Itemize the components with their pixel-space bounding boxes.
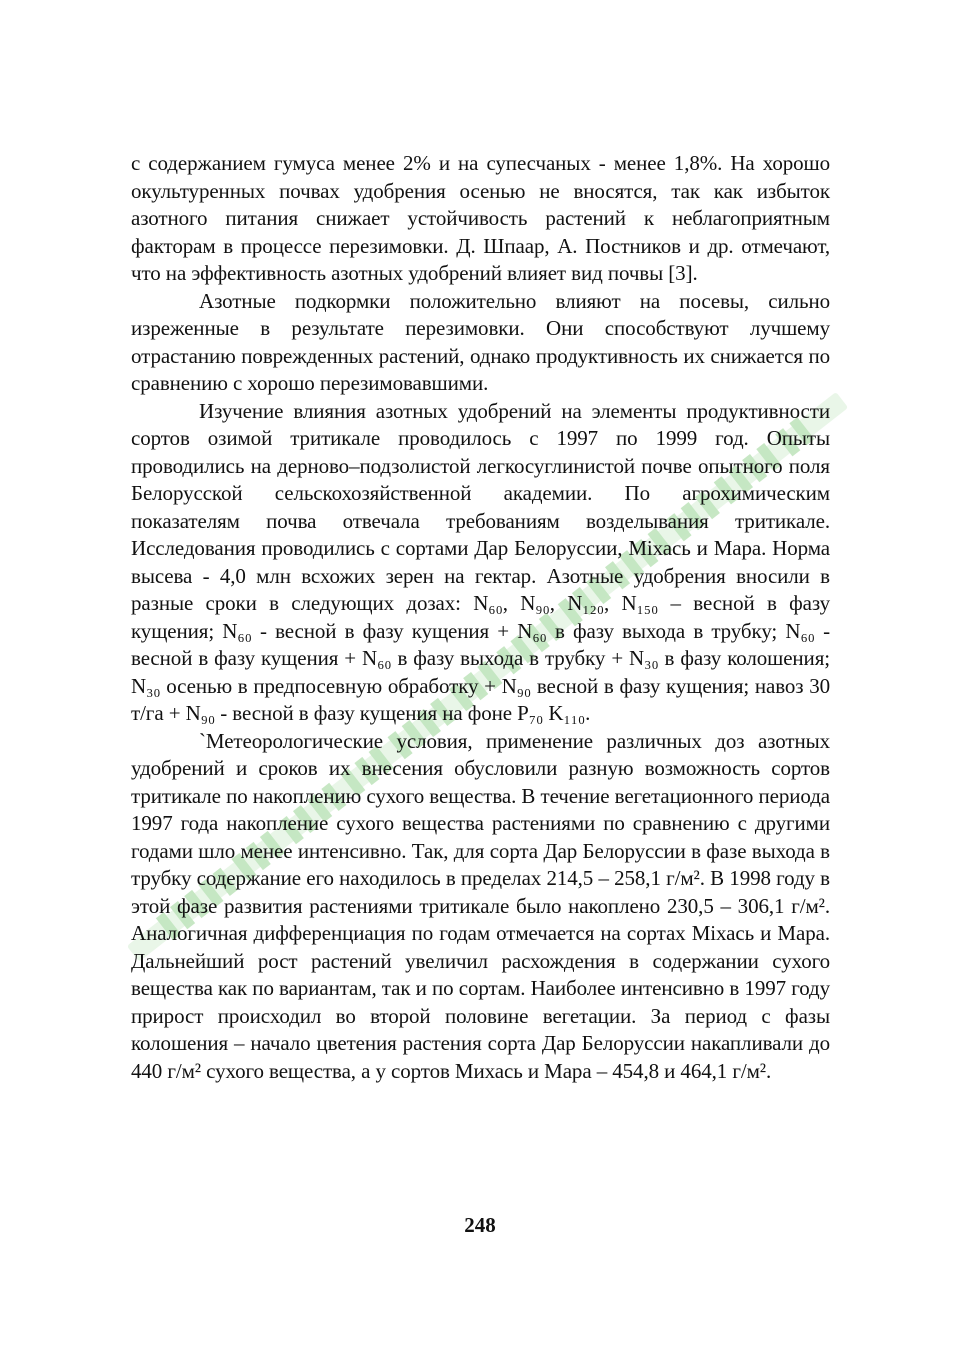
- paragraph-1: с содержанием гумуса менее 2% и на супесчаных - менее 1,8%. На хорошо окультуренных почвах удобрения осенью не вносятся, так как избыток азотного питания снижает устойчивость растений к неблагоприятным факторам в процессе перезимовки. Д. Шпаар, А. Постников и др. отмечают, что на эффективность азотных удобрений влияет вид почвы [3].: [131, 151, 830, 285]
- page-number: 248: [464, 1213, 496, 1237]
- paragraph-3: Изучение влияния азотных удобрений на элементы продуктивности сортов озимой тритикале проводилось с 1997 по 1999 год. Опыты проводились на дерново–подзолистой легкосуглинистой почве опытного поля Белорусской сельскохозяйственной академии. По агрохимическим показателям почва отвечала требованиям возделывания тритикале. Исследования проводились с сортами Дар Белоруссии, Міхась и Мара. Норма высева - 4,0 млн всхожих зерен на гектар. Азотные удобрения вносили в разные сроки в следующих дозах: N₆₀, N₉₀, N₁₂₀, N₁₅₀ – весной в фазу кущения; N₆₀ - весной в фазу кущения + N₆₀ в фазу выхода в трубку; N₆₀ - весной в фазу кущения + N₆₀ в фазу выхода в трубку + N₃₀ в фазу колошения; N₃₀ осенью в предпосевную обработку + N₉₀ весной в фазу кущения; навоз 30 т/га + N₉₀ - весной в фазу кущения на фоне P₇₀ K₁₁₀.: [131, 398, 830, 725]
- document-page: [131, 150, 830, 1085]
- paragraph-4: `Метеорологические условия, применение различных доз азотных удобрений и сроков их внесения обусловили разную возможность сортов тритикале по накоплению сухого вещества. В течение вегетационного периода 1997 года накопление сухого вещества растениями по сравнению с другими годами шло менее интенсивно. Так, для сорта Дар Белоруссии в фазе выхода в трубку содержание его находилось в пределах 214,5 – 258,1 г/м². В 1998 году в этой фазе развития растениями тритикале было накоплено 230,5 – 306,1 г/м². Аналогичная дифференциация по годам отмечается на сортах Міхась и Мара. Дальнейший рост растений увеличил расхождения в содержании сухого вещества как по вариантам, так и по сортам. Наиболее интенсивно в 1997 году прирост происходил во второй половине вегетации. За период с фазы колошения – начало цветения растения сорта Дар Белоруссии накапливали до 440 г/м² сухого вещества, а у сортов Михась и Мара – 454,8 и 464,1 г/м².: [131, 728, 830, 1083]
- paragraph-2: Азотные подкормки положительно влияют на посевы, сильно изреженные в результате перезимовки. Они способствуют лучшему отрастанию поврежденных растений, однако продуктивность их снижается по сравнению с хорошо перезимовавшими.: [131, 288, 830, 395]
